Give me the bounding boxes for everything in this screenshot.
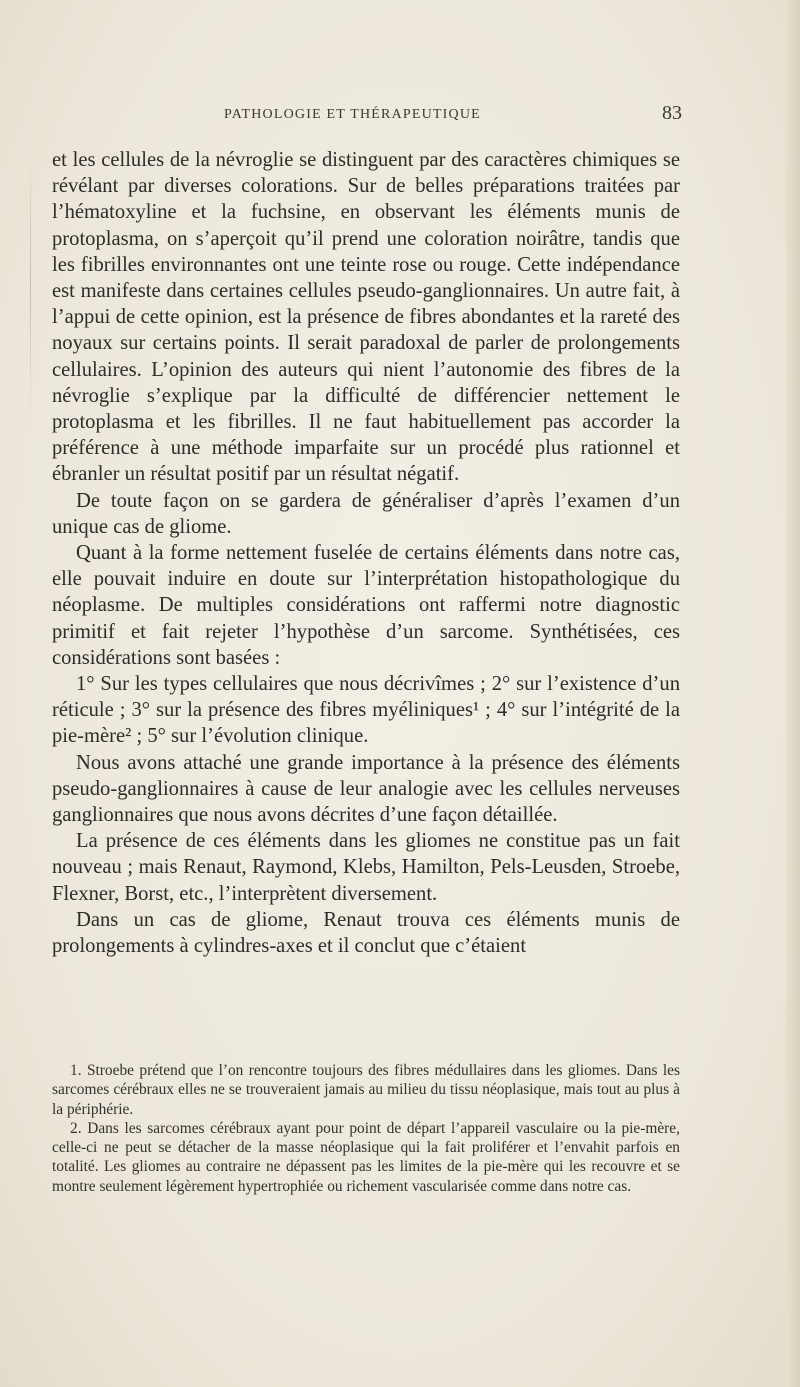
page-header <box>224 104 682 128</box>
paragraph: Nous avons attaché une grande importance à la présence des éléments pseudo-ganglionnaires à cause de leur analogie avec les cellules nerveuses ganglionnaires que nous avons décrites d’une façon détaillée. <box>52 751 680 827</box>
footnote: 2. Dans les sarcomes cérébraux ayant pour point de départ l’appareil vasculaire ou la pie-mère, celle-ci ne peut se détacher de la masse néoplasique qui la fait proliférer et l’envahit parfois en totalité. Les gliomes au contraire ne dépassent pas les limites de la pie-mère qui les recouvre et se montre seulement légèrement hypertrophiée ou richement vascularisée comme dans notre cas. <box>52 1119 680 1195</box>
footnote: 1. Stroebe prétend que l’on rencontre toujours des fibres médullaires dans les gliomes. Dans les sarcomes cérébraux elles ne se trouveraient jamais au milieu du tissu néoplasique, mais tout au plus à la périphérie. <box>52 1062 680 1118</box>
paragraph: et les cellules de la névroglie se distinguent par des caractères chimiques se révélant par diverses colorations. Sur de belles préparations traitées par l’hématoxyline et la fuchsine, en observant les éléments munis de protoplasma, on s’aperçoit qu’il prend une coloration noirâtre, tandis que les fibrilles environnantes ont une teinte rose ou rouge. Cette indépendance est manifeste dans certaines cellules pseudo-ganglionnaires. Un autre fait, à l’appui de cette opinion, est la présence de fibres abondantes et la rareté des noyaux sur certains points. Il serait paradoxal de parler de prolongements cellulaires. L’opinion des auteurs qui nient l’autonomie des fibres de la névroglie s’explique par la difficulté de différencier nettement le protoplasma et les fibrilles. Il ne faut habituellement pas accorder la préférence à une méthode imparfaite sur un procédé plus rationnel et ébranler un résultat positif par un résultat négatif. <box>52 149 680 486</box>
page-edge <box>786 0 800 1387</box>
running-title: PATHOLOGIE ET THÉRAPEUTIQUE <box>224 107 481 122</box>
paragraph: Dans un cas de gliome, Renaut trouva ces éléments munis de prolongements à cylindres-axes et il conclut que c’étaient <box>52 908 680 958</box>
margin-mark <box>30 150 31 420</box>
paragraph: Quant à la forme nettement fuselée de certains éléments dans notre cas, elle pouvait induire en doute sur l’interprétation histopathologique du néoplasme. De multiples considérations ont raffermi notre diagnostic primitif et fait rejeter l’hypothèse d’un sarcome. Synthétisées, ces considérations sont basées : <box>52 542 680 669</box>
footnotes <box>52 1061 680 1196</box>
page-number: 83 <box>662 102 682 124</box>
paragraph: La présence de ces éléments dans les gliomes ne constitue pas un fait nouveau ; mais Renaut, Raymond, Klebs, Hamilton, Pels-Leusden, Stroebe, Flexner, Borst, etc., l’interprètent diversement. <box>52 830 680 905</box>
paragraph: De toute façon on se gardera de généraliser d’après l’examen d’un unique cas de gliome. <box>52 489 680 538</box>
paragraph: 1° Sur les types cellulaires que nous décrivîmes ; 2° sur l’existence d’un réticule ; 3° sur la présence des fibres myéliniques¹ ; 4° sur l’intégrité de la pie-mère² ; 5° sur l’évolution clinique. <box>52 673 680 748</box>
main-text <box>52 147 680 959</box>
